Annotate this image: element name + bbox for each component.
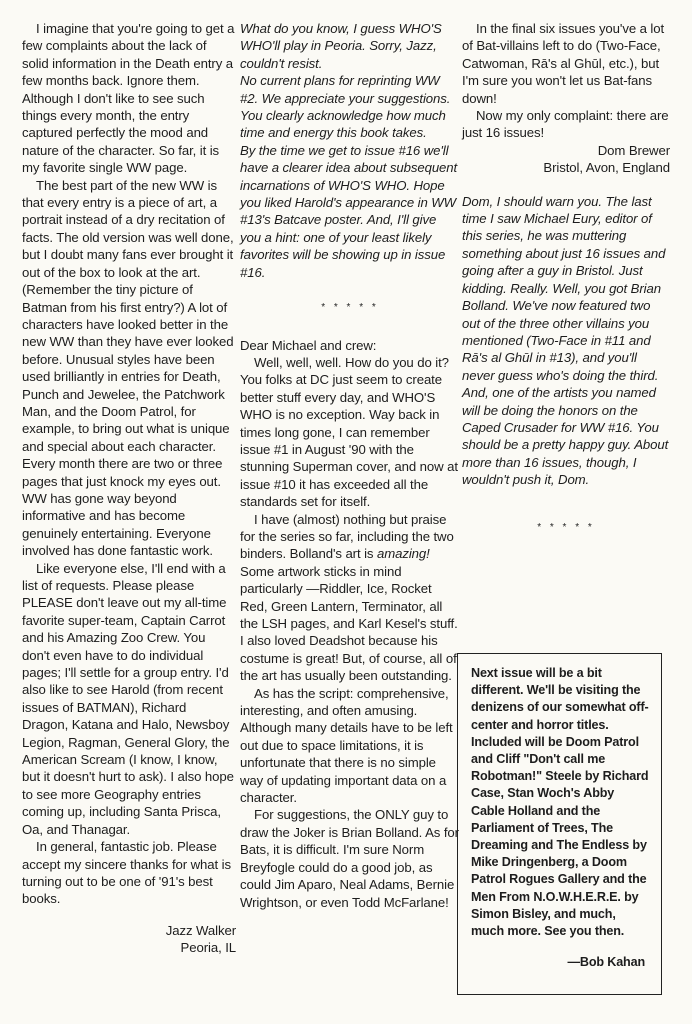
editor-signature: —Bob Kahan	[567, 955, 645, 970]
letter-paragraph: I imagine that you're going to get a few complaints about the lack of solid information in the Death entry a few months back. Ignore them. Although I don't like to see such things every month, the entry captured perfectly the mood and nature of the character. So far, it is my favorite single WW page.	[22, 21, 235, 176]
column-right	[462, 20, 670, 556]
column-middle	[240, 20, 460, 911]
next-issue-box	[457, 653, 662, 995]
signature-place: Bristol, Avon, England	[543, 160, 670, 176]
signature-place: Peoria, IL	[180, 940, 236, 956]
letter-paragraph: The best part of the new WW is that every entry is a piece of art, a portrait instead of a dry recitation of facts. The old version was well done, but I doubt many fans ever brought it out of the box to look at the art. (Remember the tiny picture of Batman from his first entry?) A lot of characters have looked better in the new WW than they have ever looked before. Unusual styles have been used brilliantly in entries for Death, Punch and Jewelee, the Patchwork Man, and the Doom Patrol, for example, to bring out what is unique and special about each character. Every month there are two or three pages that just knock my eyes out. WW has gone way beyond informative and has become genuinely entertaining. Everyone involved has done fantastic work.	[22, 177, 234, 559]
signature-name: Dom Brewer	[597, 142, 670, 158]
editor-reply-dom: Dom, I should warn you. The last time I saw Michael Eury, editor of this series, he was muttering something about just 16 issues and going after a guy in Bristol. Just kidding. Really. Well, you got Brian Bolland. We've now featured two out of the three other villains you mentioned (Two-Face in #11 and Rā's al Ghūl in #13), and you'll never guess who's doing the third. And, one of the artists you named will be doing the honors on the Caped Crusader for WW #16. You should be a pretty happy guy. About more than 16 issues, though, I wouldn't push it, Dom.	[462, 193, 669, 488]
letter-paragraph: Well, well, well. How do you do it? You folks at DC just seem to create better stuff every day, and WHO'S WHO is no exception. Way back in times long gone, I can remember issue #1 in August '90 with the stunning Superman cover, and now at issue #10 it has exceeded all the standards set for itself.	[240, 354, 458, 510]
reply-paragraph: What do you know, I guess WHO'S WHO'll play in Peoria. Sorry, Jazz, couldn't resist.	[240, 21, 442, 71]
signature-name: Jazz Walker	[165, 922, 236, 938]
section-divider: * * * * *	[321, 302, 379, 314]
letter-dom-brewer	[240, 337, 460, 911]
emphasis: amazing!	[377, 546, 430, 562]
letter-paragraph: For suggestions, the ONLY guy to draw the Joker is Brian Bolland. As for Bats, it is difficult. I'm sure Norm Breyfogle could do a good job, as could Jim Aparo, Neal Adams, Bernie Wrightson, or even Todd McFarlane!	[240, 807, 459, 910]
letter-paragraph: In the final six issues you've a lot of Bat-villains left to do (Two-Face, Catwoman, Rā's al Ghūl, etc.), but I'm sure you won't let us Bat-fans down!	[462, 21, 665, 106]
letter-paragraph: In general, fantastic job. Please accept my sincere thanks for what is turning out to be one of '91's best books.	[22, 839, 231, 907]
letter-paragraph: I have (almost) nothing but praise for the series so far, including the two binders. Bolland's art is amazing! Some artwork sticks in mind particularly —Riddler, Ice, Rocket Red, Green Lantern, Terminator, all the LSH pages, and Karl Kesel's stuff. I also loved Deadshot because his costume is great! But, of course, all of the art has usually been outstanding.	[240, 511, 458, 684]
next-issue-text: Next issue will be a bit different. We'll be visiting the denizens of our somewhat off-center and horror titles. Included will be Doom Patrol and Cliff "Don't call me Robotman!" Steele by Richard Case, Stan Woch's Abby Cable Holland and the Parliament of Trees, The Dreaming and The Endless by Mike Dringenberg, a Doom Patrol Rogues Gallery and the Men From N.O.W.H.E.R.E. by Simon Bisley, and much, much more. See you then.	[471, 666, 649, 939]
editor-reply-jazz	[240, 20, 460, 281]
section-divider: * * * * *	[537, 521, 595, 533]
letter-paragraph: Like everyone else, I'll end with a list of requests. Please please PLEASE don't leave out my all-time favorite super-team, Captain Carrot and his Amazing Zoo Crew. You don't even have to do individual pages; I'll settle for a group entry. I'd also like to see Harold (from recent issues of BATMAN), Richard Dragon, Katana and Halo, Newsboy Legion, Ragman, General Glory, the American Scream (I know, I know, but it doesn't hurt to ask). I also hope to see more Geography entries coming up, including Santa Prisca, Oa, and Thanagar.	[22, 560, 234, 837]
letter-paragraph: Now my only complaint: there are just 16 issues!	[462, 108, 669, 141]
reply-paragraph: No current plans for reprinting WW #2. We appreciate your suggestions. You clearly acknowledge how much time and energy this book takes.	[240, 73, 451, 141]
reply-paragraph: By the time we get to issue #16 we'll have a clearer idea about subsequent incarnations of WHO'S WHO. Hope you liked Harold's appearance in WW #13's Batcave poster. And, I'll give you a hint: one of your least likely favorites will be showing up in issue #16.	[240, 142, 458, 280]
letter-paragraph: As has the script: comprehensive, interesting, and often amusing. Although many details have to be left out due to space limitations, it is unfortunate that there is no simple way of updating important data on a character.	[240, 685, 453, 806]
letter-jazz-walker	[22, 20, 236, 957]
salutation: Dear Michael and crew:	[240, 337, 377, 353]
